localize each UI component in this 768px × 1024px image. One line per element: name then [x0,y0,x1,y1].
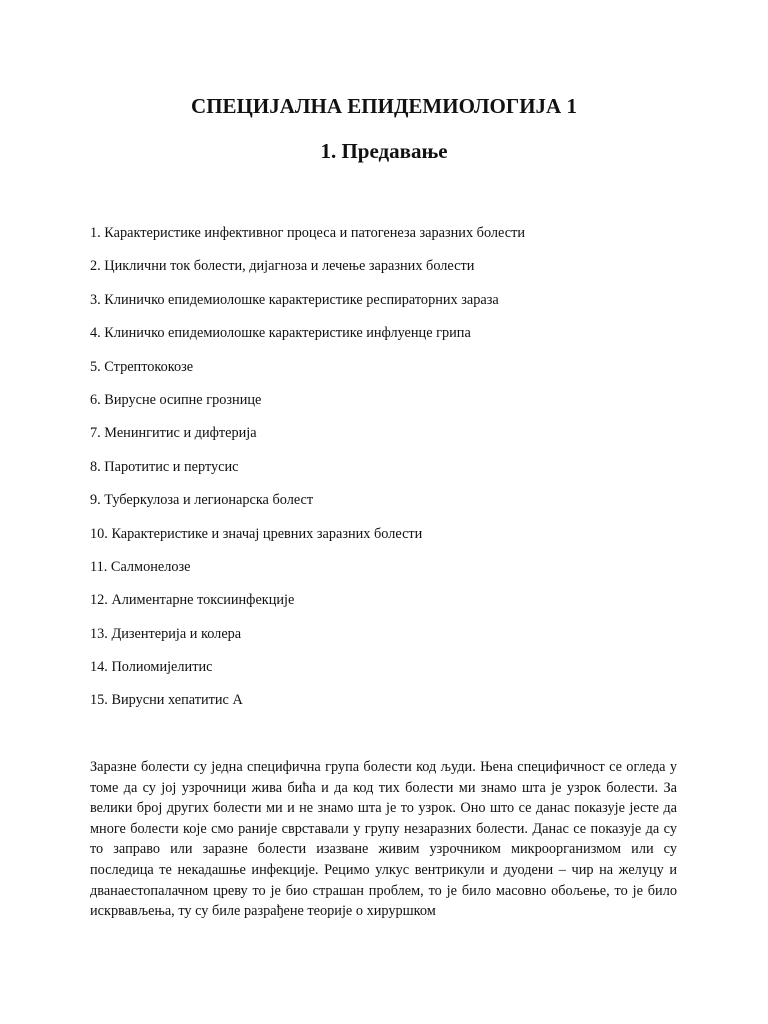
topic-item: 3. Клиничко епидемиолошке карактеристике респираторних зараза [90,291,499,308]
body-paragraph: Заразне болести су једна специфична група болести код људи. Њена специфичност се огледа у томе да су јој узрочници жива бића и да код тих болести ми знамо шта је узрок болести. За велики број других болести ми и не знамо шта је то узрок. Оно што се данас показује јесте да многе болести које смо раније сврставали у групу незаразних болести. Данас се показује да су то заправо или заразне болести изазване живим узрочником микроорганизмом или су последица те некадашње инфекције. Рецимо улкус вентрикули и дуодени – чир на желуцу и дванаестопалачном цреву то је био страшан проблем, то је било масовно обољење, то је било искрвављења, ту су биле разрађене теорије о хируршком [90,759,677,920]
topic-item: 14. Полиомијелитис [90,659,213,676]
topic-item: 2. Циклични ток болести, дијагноза и лечење заразних болести [90,258,475,275]
topic-item: 1. Карактеристике инфективног процеса и патогенеза заразних болести [90,225,525,241]
topic-item: 8. Паротитис и пертусис [90,458,239,475]
topic-item: 6. Вирусне осипне грознице [90,391,262,408]
lecture-subtitle: 1. Предавање [320,139,448,163]
topic-item: 15. Вирусни хепатитис А [90,692,243,709]
topic-item: 9. Туберкулоза и легионарска болест [90,492,314,509]
topic-item: 4. Клиничко епидемиолошке карактеристике инфлуенце грипа [90,325,471,342]
topic-item: 7. Менингитис и дифтерија [90,425,257,442]
topic-item: 12. Алиментарне токсиинфекције [90,592,295,609]
topic-list [90,223,690,724]
topic-item: 10. Карактеристике и значај цревних заразних болести [90,525,423,542]
topic-item: 13. Дизентерија и колера [90,625,242,642]
document-title: СПЕЦИЈАЛНА ЕПИДЕМИОЛОГИЈА 1 [191,94,577,118]
topic-item: 5. Стрептококозе [90,358,194,375]
topic-item: 11. Салмонелозе [90,558,191,575]
